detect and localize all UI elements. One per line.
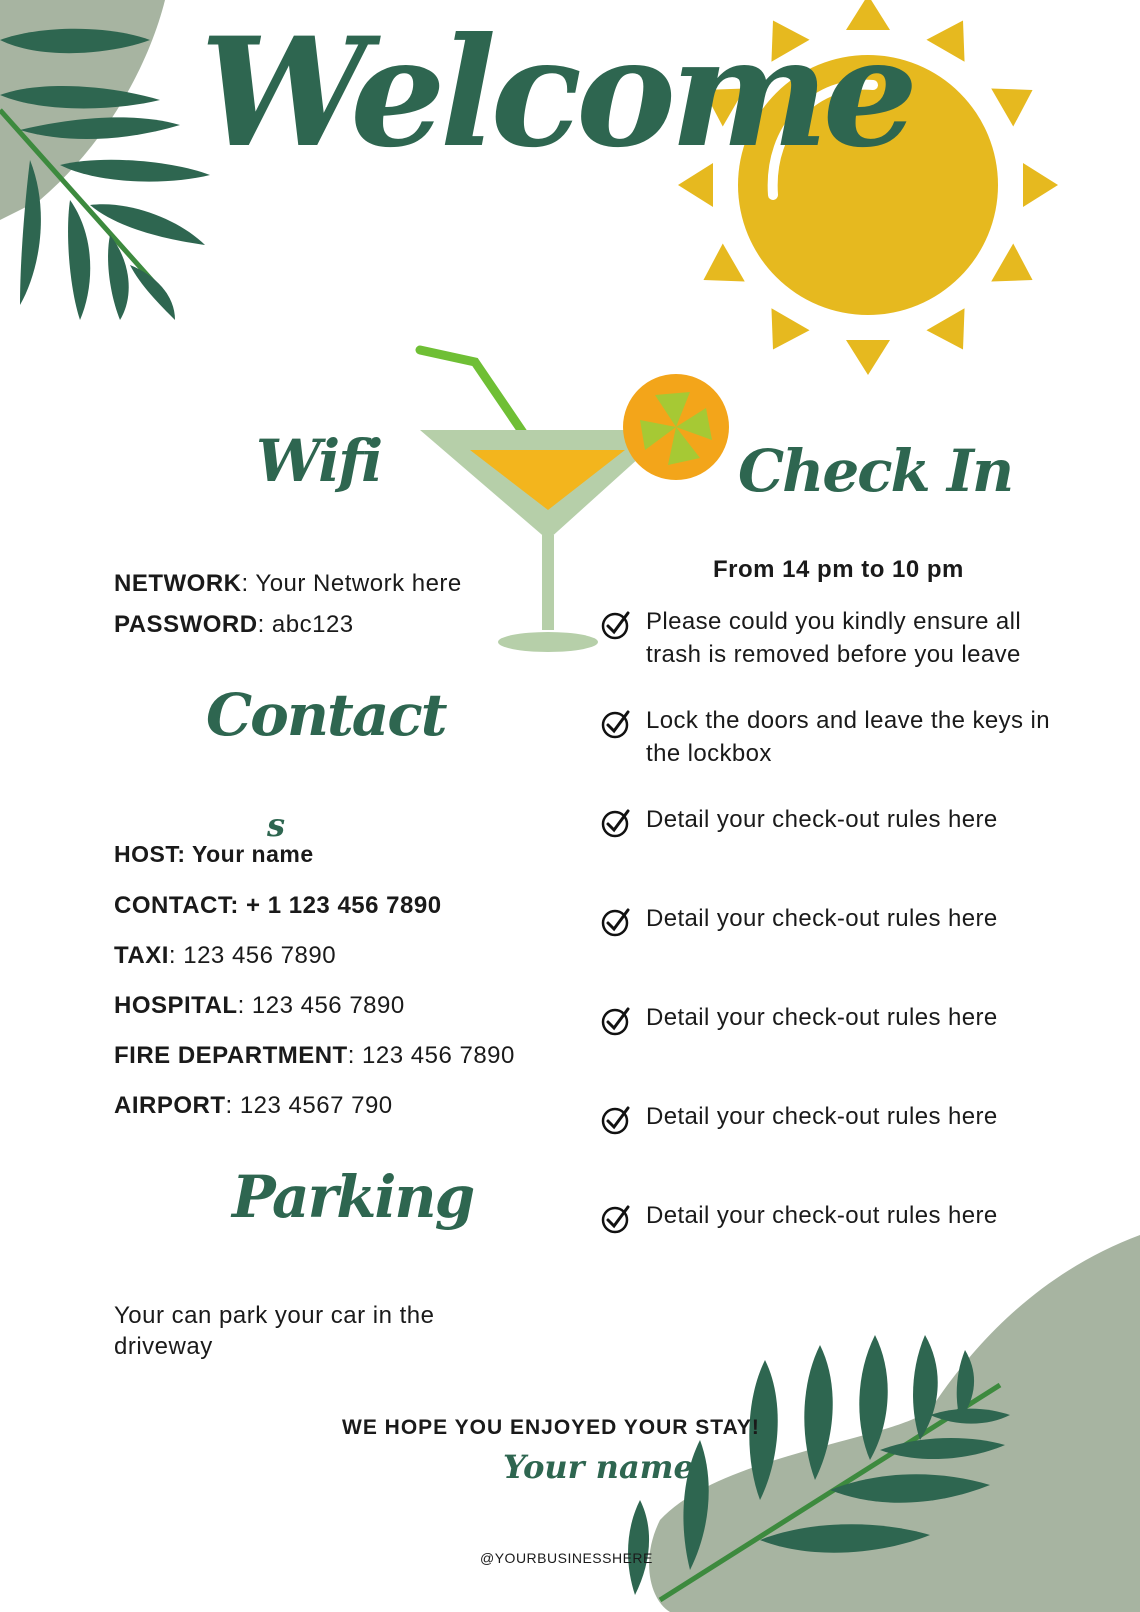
checkout-rule-text: Lock the doors and leave the keys in the lockbox — [646, 707, 1050, 768]
contact-heading: Contact — [206, 681, 446, 749]
taxi-value: : 123 456 7890 — [168, 942, 337, 969]
footer-message: WE HOPE YOU ENJOYED YOUR STAY! — [342, 1416, 760, 1439]
checkout-rule-item — [600, 1001, 1066, 1037]
checkmark-circle-icon — [600, 609, 632, 641]
host-line: HOST: Your name — [114, 841, 314, 867]
checkout-rule-item — [600, 1100, 1066, 1136]
fire-value: : 123 456 7890 — [347, 1042, 515, 1069]
checkmark-circle-icon — [600, 1104, 632, 1136]
password-value: : abc123 — [257, 611, 354, 638]
airport-line — [114, 1090, 393, 1121]
hospital-label: HOSPITAL — [114, 992, 238, 1019]
checkout-rule-text: Detail your check-out rules here — [646, 1202, 998, 1229]
footer-signature: Your name — [503, 1448, 694, 1486]
footer-handle: @YOURBUSINESSHERE — [480, 1550, 653, 1566]
contact-line: CONTACT: + 1 123 456 7890 — [114, 892, 442, 919]
network-label: NETWORK — [114, 570, 242, 597]
checkmark-circle-icon — [600, 807, 632, 839]
airport-value: : 123 4567 790 — [225, 1092, 393, 1119]
hospital-line — [114, 990, 405, 1021]
contact-heading-extra: s — [267, 806, 286, 844]
fire-line — [114, 1040, 515, 1071]
checkout-rule-text: Please could you kindly ensure all trash is removed before you leave — [646, 608, 1022, 669]
checkmark-circle-icon — [600, 1005, 632, 1037]
checkout-rule-text: Detail your check-out rules here — [646, 1004, 998, 1031]
checkout-rule-item — [600, 803, 1066, 839]
password-label: PASSWORD — [114, 611, 258, 638]
fire-label: FIRE DEPARTMENT — [114, 1042, 348, 1069]
checkout-rule-item — [600, 605, 1066, 671]
checkin-time: From 14 pm to 10 pm — [713, 556, 964, 583]
checkout-rule-item — [600, 902, 1066, 938]
checkout-rule-text: Detail your check-out rules here — [646, 1103, 998, 1130]
taxi-line — [114, 940, 336, 971]
checkmark-circle-icon — [600, 906, 632, 938]
checkout-rule-item — [600, 704, 1066, 770]
wifi-heading: Wifi — [256, 427, 382, 495]
welcome-title: Welcome — [200, 5, 913, 181]
taxi-label: TAXI — [114, 942, 169, 969]
parking-heading: Parking — [232, 1163, 474, 1231]
checkout-rule-text: Detail your check-out rules here — [646, 905, 998, 932]
checkmark-circle-icon — [600, 1203, 632, 1235]
wifi-password — [114, 609, 354, 640]
airport-label: AIRPORT — [114, 1092, 226, 1119]
checkout-rule-text: Detail your check-out rules here — [646, 806, 998, 833]
checkout-rule-item — [600, 1199, 1066, 1235]
checkin-heading: Check In — [738, 437, 1013, 505]
network-value: : Your Network here — [241, 570, 462, 597]
wifi-network — [114, 568, 462, 599]
parking-text: Your can park your car in the driveway — [114, 1302, 435, 1361]
checkmark-circle-icon — [600, 708, 632, 740]
hospital-value: : 123 456 7890 — [237, 992, 405, 1019]
